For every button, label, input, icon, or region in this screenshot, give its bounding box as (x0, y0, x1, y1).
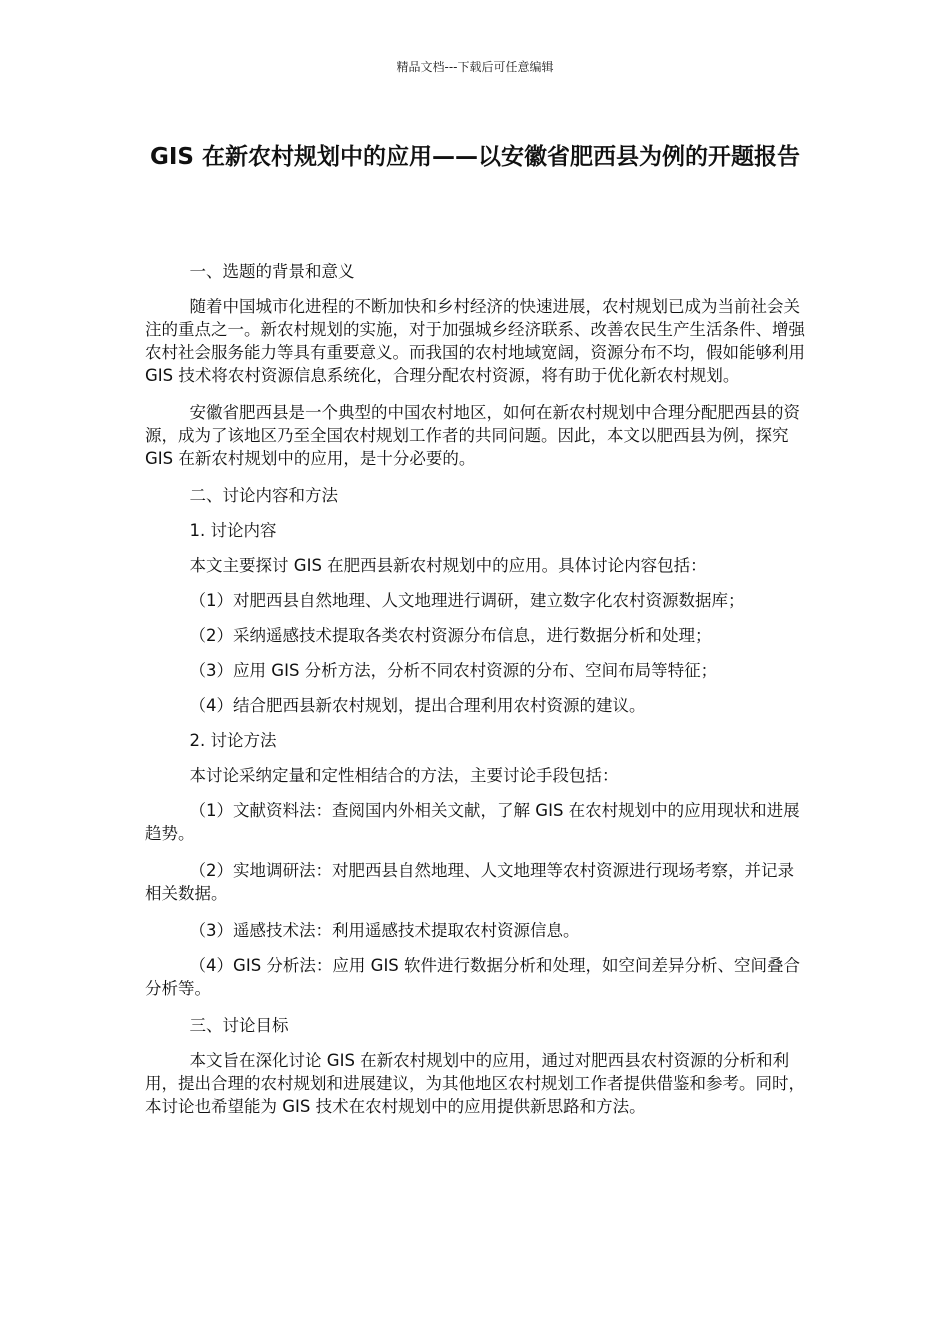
section-heading: 二、讨论内容和方法 (189, 486, 339, 505)
list-item: （2）实地调研法：对肥西县自然地理、人文地理等农村资源进行现场考察，并记录相关数据。 (145, 861, 795, 903)
list-item: （1）对肥西县自然地理、人文地理进行调研，建立数字化农村资源数据库； (189, 591, 745, 610)
paragraph: 本文主要探讨 GIS 在肥西县新农村规划中的应用。具体讨论内容包括： (189, 556, 707, 575)
subsection-heading: 2. 讨论方法 (189, 731, 277, 750)
document-body (145, 260, 807, 1132)
list-item: （4）GIS 分析法：应用 GIS 软件进行数据分析和处理，如空间差异分析、空间叠合分析等。 (145, 956, 801, 998)
page-header: 精品文档---下载后可任意编辑 (396, 60, 554, 74)
subsection-heading: 1. 讨论内容 (189, 521, 277, 540)
list-item: （4）结合肥西县新农村规划，提出合理利用农村资源的建议。 (189, 696, 646, 715)
list-item: （3）遥感技术法：利用遥感技术提取农村资源信息。 (189, 921, 580, 940)
section-heading: 三、讨论目标 (189, 1016, 289, 1035)
paragraph: 随着中国城市化进程的不断加快和乡村经济的快速进展，农村规划已成为当前社会关注的重点之一。新农村规划的实施，对于加强城乡经济联系、改善农民生产生活条件、增强农村社会服务能力等具有重要意义。而我国的农村地域宽阔，资源分布不均，假如能够利用 GIS 技术将农村资源信息系统化，合理分配农村资源，将有助于优化新农村规划。 (145, 297, 805, 385)
document-title: GIS 在新农村规划中的应用——以安徽省肥西县为例的开题报告 (149, 144, 800, 170)
list-item: （1）文献资料法：查阅国内外相关文献，了解 GIS 在农村规划中的应用现状和进展趋势。 (145, 801, 800, 843)
paragraph: 安徽省肥西县是一个典型的中国农村地区，如何在新农村规划中合理分配肥西县的资源，成为了该地区乃至全国农村规划工作者的共同问题。因此，本文以肥西县为例，探究 GIS 在新农村规划中的应用，是十分必要的。 (145, 403, 801, 468)
paragraph: 本文旨在深化讨论 GIS 在新农村规划中的应用，通过对肥西县农村资源的分析和利用，提出合理的农村规划和进展建议，为其他地区农村规划工作者提供借鉴和参考。同时，本讨论也希望能为 GIS 技术在农村规划中的应用提供新思路和方法。 (145, 1051, 805, 1116)
list-item: （2）采纳遥感技术提取各类农村资源分布信息，进行数据分析和处理； (189, 626, 712, 645)
section-heading: 一、选题的背景和意义 (189, 262, 355, 281)
list-item: （3）应用 GIS 分析方法，分析不同农村资源的分布、空间布局等特征； (189, 661, 718, 680)
paragraph: 本讨论采纳定量和定性相结合的方法，主要讨论手段包括： (189, 766, 619, 785)
